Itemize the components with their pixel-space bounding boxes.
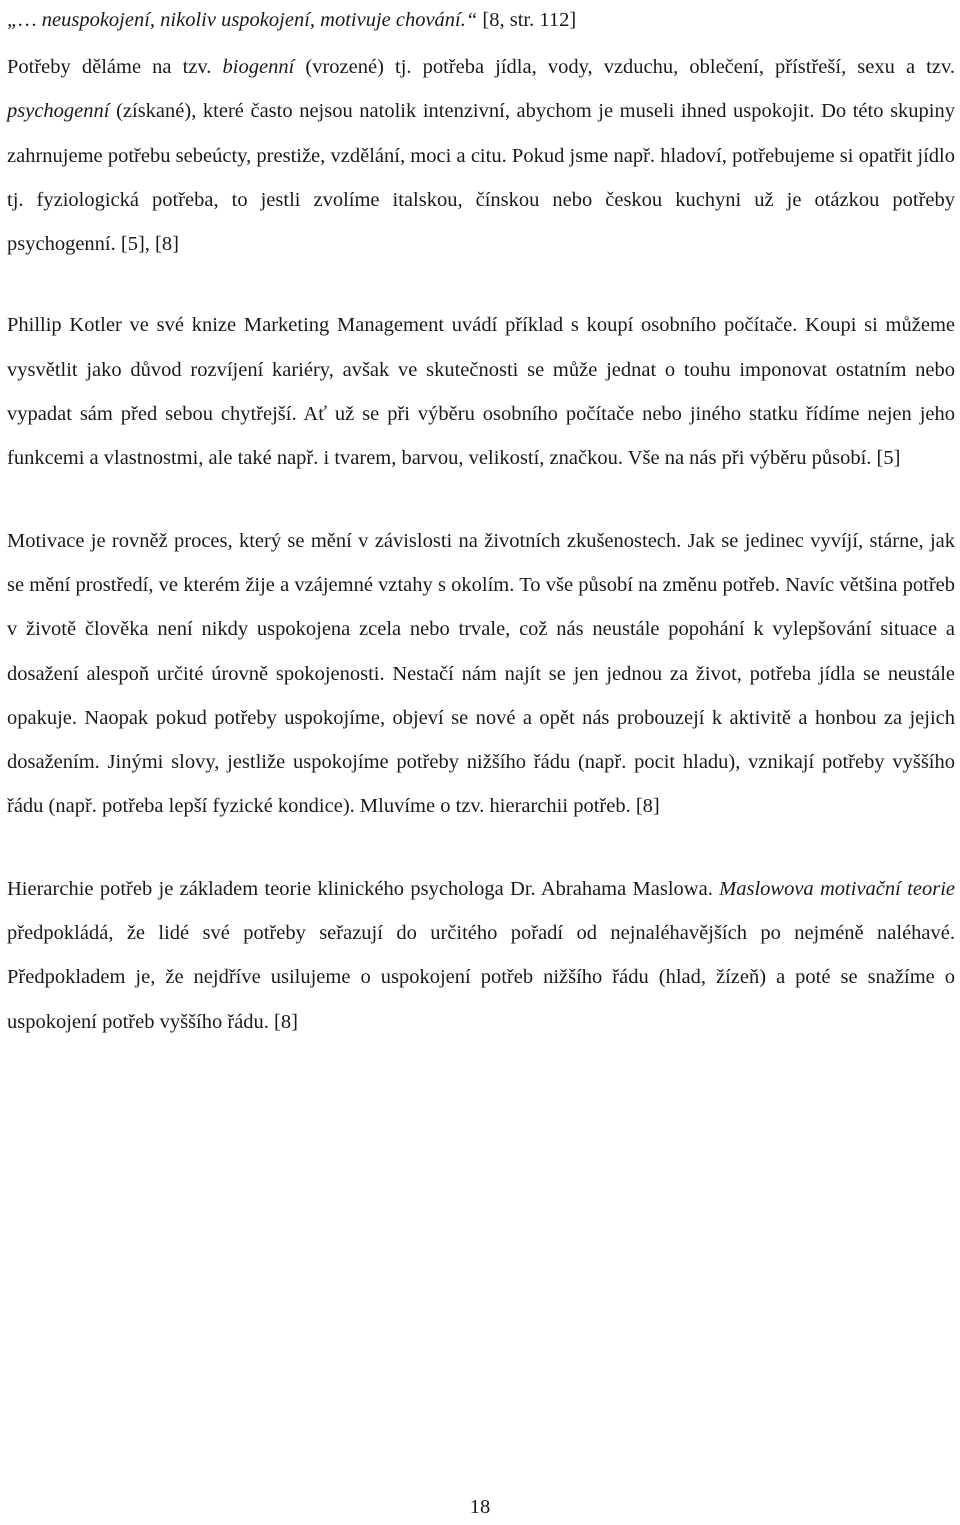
page-number: 18 xyxy=(469,1496,491,1518)
paragraph-4-text-b: předpokládá, že lidé své potřeby seřazují do určitého pořadí od nejnaléhavějších po nejméně naléhavé. Předpokladem je, že nejdříve usilujeme o uspokojení potřeb nižšího řádu (hlad, žízeň) a poté se snažíme o uspokojení potřeb vyššího řádu. [8] xyxy=(7,922,955,1033)
paragraph-motivation-process: Motivace je rovněž proces, který se mění v závislosti na životních zkušenostech. Jak se jedinec vyvíjí, stárne, jak se mění prostředí, ve kterém žije a vzájemné vztahy s okolím. To vše působí na změnu potřeb. Navíc většina potřeb v životě člověka není nikdy uspokojena zcela nebo trvale, což nás neustále popohání k vylepšování situace a dosažení alespoň určité úrovně spokojenosti. Nestačí nám najít se jen jednou za život, potřeba jídla se neustále opakuje. Naopak pokud potřeby uspokojíme, objeví se nové a opět nás probouzejí k aktivitě a honbou za jejich dosažením. Jinými slovy, jestliže uspokojíme potřeby nižšího řádu (např. pocit hladu), vznikají potřeby vyššího řádu (např. potřeba lepší fyzické kondice). Mluvíme o tzv. hierarchii potřeb. [8] xyxy=(7,529,955,818)
paragraph-1-text-c: (získané), které často nejsou natolik intenzivní, abychom je museli ihned uspokojit. Do této skupiny zahrnujeme potřebu sebeúcty, prestiže, vzdělání, moci a citu. Pokud jsme např. hladoví, potřebujeme si opatřit jídlo tj. fyziologická potřeba, to jestli zvolíme italskou, čínskou nebo českou kuchyni už je otázkou potřeby psychogenní. [5], [8] xyxy=(7,100,955,256)
term-biogenic: biogenní xyxy=(222,56,295,78)
quote-text: „… neuspokojení, nikoliv uspokojení, motivuje chování.“ xyxy=(7,9,478,31)
paragraph-1-text-a: Potřeby děláme na tzv. xyxy=(7,56,223,78)
paragraph-kotler-example: Phillip Kotler ve své knize Marketing Management uvádí příklad s koupí osobního počítače. Koupi si můžeme vysvětlit jako důvod rozvíjení kariéry, avšak ve skutečnosti se může jednat o touhu imponovat ostatním nebo vypadat sám před sebou chytřejší. Ať už se při výběru osobního počítače nebo jiného statku řídíme nejen jeho funkcemi a vlastnostmi, ale také např. i tvarem, barvou, velikostí, značkou. Vše na nás při výběru působí. [5] xyxy=(7,314,955,470)
quote-citation: [8, str. 112] xyxy=(482,9,577,31)
paragraph-1-text-b: (vrozené) tj. potřeba jídla, vody, vzduchu, oblečení, přístřeší, sexu a tzv. xyxy=(294,56,955,78)
document-page xyxy=(7,0,955,1044)
term-maslow-theory: Maslowova motivační teorie xyxy=(719,877,955,900)
paragraph-maslow-hierarchy xyxy=(7,867,955,1044)
term-psychogenic: psychogenní xyxy=(7,100,110,123)
paragraph-needs-types xyxy=(7,45,955,266)
quote-line xyxy=(7,0,955,41)
paragraph-4-text-a: Hierarchie potřeb je základem teorie klinického psychologa Dr. Abrahama Maslowa. xyxy=(7,877,720,900)
